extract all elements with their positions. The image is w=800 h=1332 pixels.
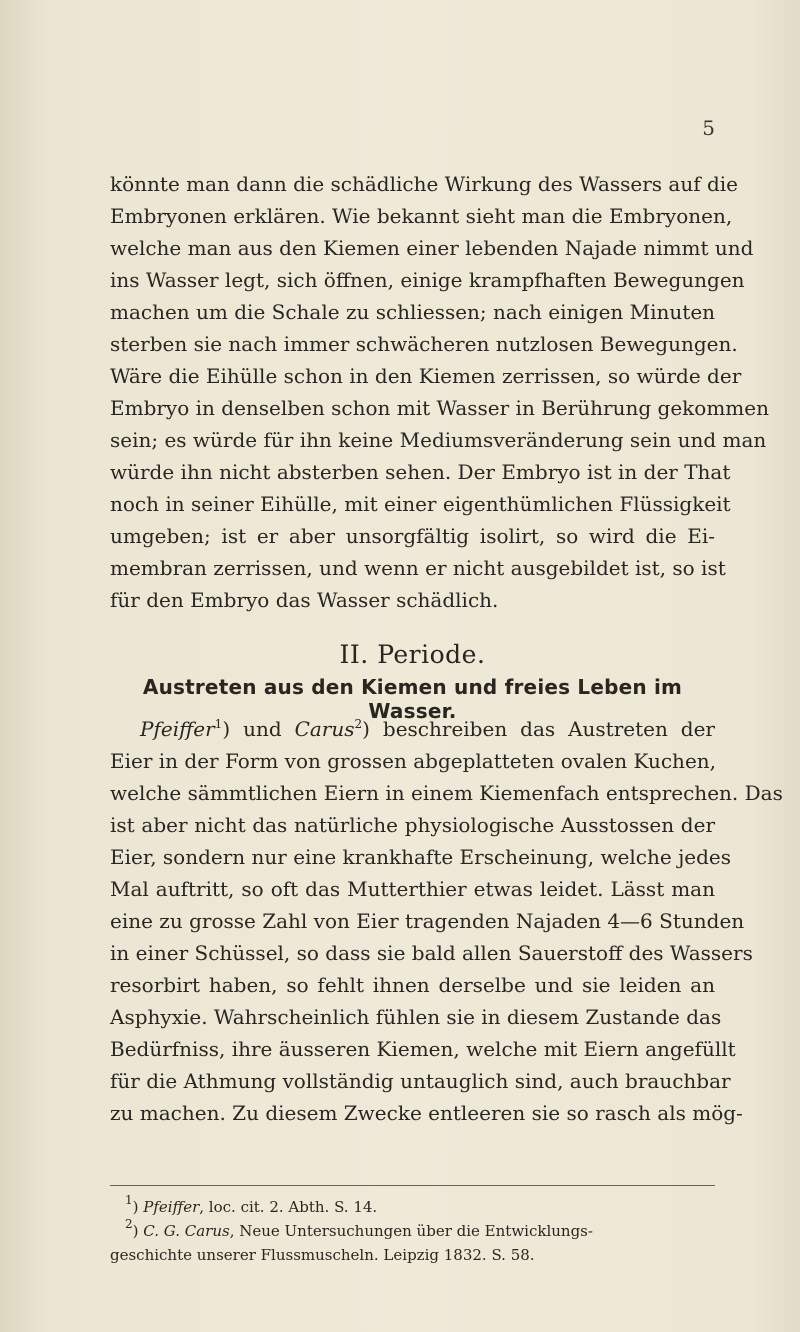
footnote-2: $^2$) C. G. Carus, Neue Untersuchungen über die Entwicklungs- <box>125 1217 593 1240</box>
text-line: welche sämmtlichen Eiern in einem Kiemenfach entsprechen. Das <box>110 781 783 805</box>
paragraph-1 <box>110 168 769 616</box>
footnote-mark-1: 1 <box>125 1193 133 1207</box>
text-line: Asphyxie. Wahrscheinlich fühlen sie in diesem Zustande das <box>110 1005 722 1029</box>
text-line: noch in seiner Eihülle, mit einer eigenthümlichen Flüssigkeit <box>110 492 731 516</box>
footnote-ref-2: 2 <box>354 717 363 731</box>
text-line: Bedürfniss, ihre äusseren Kiemen, welche mit Eiern angefüllt <box>110 1037 736 1061</box>
footnote-2-author: C. G. Carus <box>143 1222 230 1240</box>
text-line: für den Embryo das Wasser schädlich. <box>110 588 499 612</box>
text-line: sterben sie nach immer schwächeren nutzlosen Bewegungen. <box>110 332 738 356</box>
footnote-ref-1: 1 <box>214 717 223 731</box>
text-line: Eier in der Form von grossen abgeplatteten ovalen Kuchen, <box>110 749 717 773</box>
text-line: in einer Schüssel, so dass sie bald allen Sauerstoff des Wassers <box>110 941 753 965</box>
text-line: membran zerrissen, und wenn er nicht ausgebildet ist, so ist <box>110 556 726 580</box>
text-line: zu machen. Zu diesem Zwecke entleeren sie so rasch als mög- <box>110 1101 743 1125</box>
text-line: Wäre die Eihülle schon in den Kiemen zerrissen, so würde der <box>110 364 742 388</box>
page-number: 5 <box>702 116 715 140</box>
text-line: umgeben; ist er aber unsorgfältig isolirt, so wird die Ei- <box>110 524 715 548</box>
footnote-divider <box>110 1185 715 1186</box>
text-line: Mal auftritt, so oft das Mutterthier etwas leidet. Lässt man <box>110 877 715 901</box>
text-line: könnte man dann die schädliche Wirkung des Wassers auf die <box>110 172 739 196</box>
author-carus: Carus <box>294 717 355 741</box>
text-line: ist aber nicht das natürliche physiologische Ausstossen der <box>110 813 715 837</box>
author-pfeiffer: Pfeiffer <box>140 717 215 741</box>
footnotes <box>110 1195 715 1267</box>
text-line: Embryo in denselben schon mit Wasser in Berührung gekommen <box>110 396 769 420</box>
text-line: Eier, sondern nur eine krankhafte Erscheinung, welche jedes <box>110 845 732 869</box>
paragraph-2 <box>110 713 783 1129</box>
text-line-first: Pfeiffer$^1$) und Carus$^2$) beschreiben das Austreten der <box>140 717 715 741</box>
text-line: eine zu grosse Zahl von Eier tragenden Najaden 4—6 Stunden <box>110 909 745 933</box>
text-line: welche man aus den Kiemen einer lebenden Najade nimmt und <box>110 236 754 260</box>
text-line: sein; es würde für ihn keine Mediumsveränderung sein und man <box>110 428 767 452</box>
text-line: ins Wasser legt, sich öffnen, einige krampfhaften Bewegungen <box>110 268 745 292</box>
text-line: für die Athmung vollständig untauglich sind, auch brauchbar <box>110 1069 731 1093</box>
section-subtitle: Austreten aus den Kiemen und freies Leben im Wasser. <box>142 675 683 723</box>
footnote-1-author: Pfeiffer <box>143 1198 200 1216</box>
footnote-1: $^1$) Pfeiffer, loc. cit. 2. Abth. S. 14. <box>125 1193 378 1216</box>
text-line: machen um die Schale zu schliessen; nach einigen Minuten <box>110 300 716 324</box>
footnote-2-continued: geschichte unserer Flussmuscheln. Leipzig 1832. S. 58. <box>110 1246 535 1264</box>
footnote-2-text: , Neue Untersuchungen über die Entwicklungs- <box>229 1222 593 1240</box>
section-heading: II. Periode. <box>339 640 486 669</box>
text-line: würde ihn nicht absterben sehen. Der Embryo ist in der That <box>110 460 731 484</box>
text-line: Embryonen erklären. Wie bekannt sieht man die Embryonen, <box>110 204 733 228</box>
first-line-rest: beschreiben das Austreten der <box>369 717 715 741</box>
text-line: resorbirt haben, so fehlt ihnen derselbe und sie leiden an <box>110 973 715 997</box>
conjunction: und <box>230 717 295 741</box>
footnote-mark-2: 2 <box>125 1217 133 1231</box>
footnote-1-text: , loc. cit. 2. Abth. S. 14. <box>199 1198 378 1216</box>
